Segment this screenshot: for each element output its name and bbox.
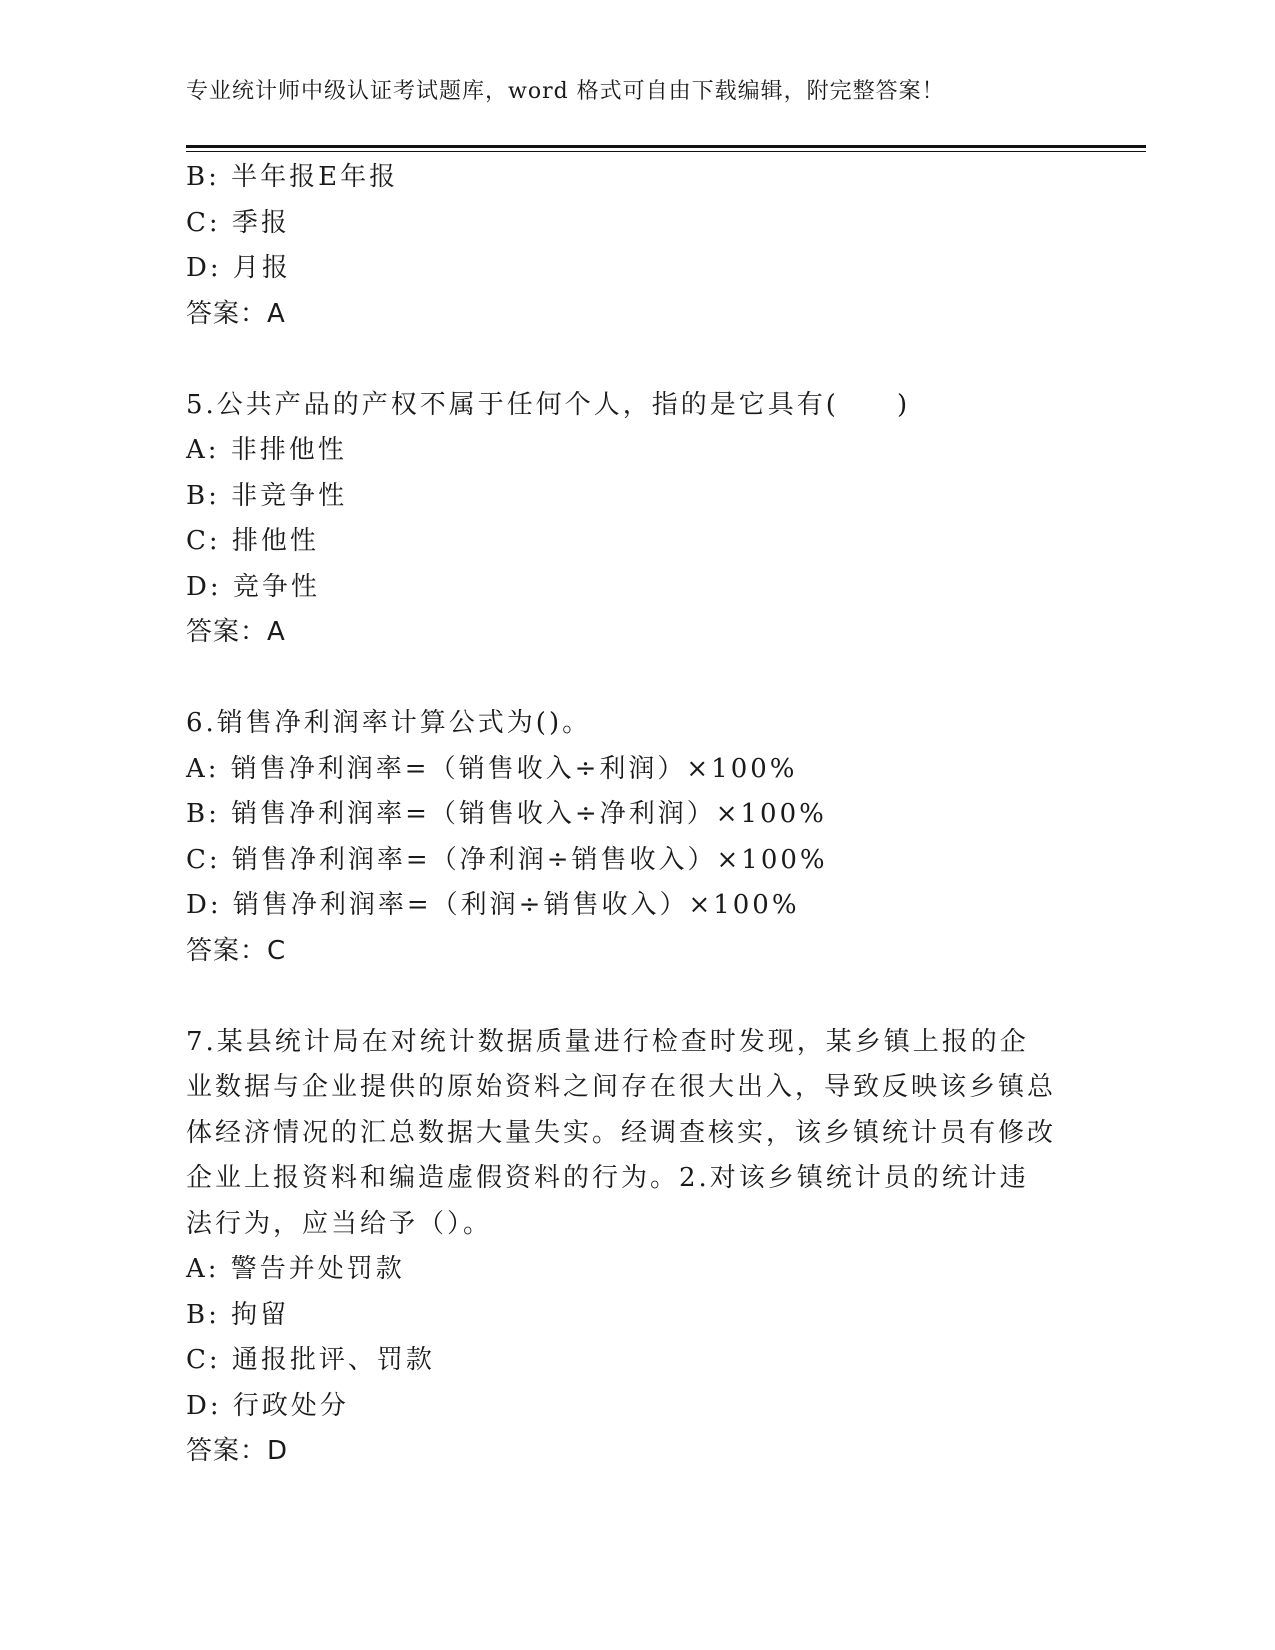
question-7 <box>186 1020 1056 1475</box>
question-list <box>186 155 1056 1475</box>
option-b: B: 拘留 <box>186 1299 290 1330</box>
option-a: A: 销售净利润率=（销售收入÷利润）×100% <box>186 753 798 784</box>
header-rule-thick <box>186 145 1146 148</box>
answer: 答案：C <box>186 935 287 966</box>
question-fragment <box>186 155 1056 337</box>
option-b: B: 非竞争性 <box>186 480 348 511</box>
question-stem: 6.销售净利润率计算公式为()。 <box>186 708 592 738</box>
question-stem: 5.公共产品的产权不属于任何个人，指的是它具有( ) <box>186 389 911 420</box>
answer: 答案：A <box>186 617 286 647</box>
option-b: B: 半年报E年报 <box>186 162 399 192</box>
option-d: D: 销售净利润率=（利润÷销售收入）×100% <box>186 890 800 920</box>
option-d: D: 竞争性 <box>186 571 320 602</box>
option-c: C: 季报 <box>186 207 290 238</box>
answer: 答案：A <box>186 298 286 329</box>
page-header: 专业统计师中级认证考试题库，word 格式可自由下载编辑，附完整答案！ <box>186 79 945 104</box>
spacer <box>186 337 1056 383</box>
option-c: C: 通报批评、罚款 <box>186 1345 435 1375</box>
question-5 <box>186 383 1056 656</box>
option-a: A: 警告并处罚款 <box>186 1254 405 1284</box>
header-rule-thin <box>186 151 1146 152</box>
spacer <box>186 656 1056 702</box>
option-c: C: 排他性 <box>186 526 319 556</box>
option-d: D: 行政处分 <box>186 1390 349 1421</box>
option-b: B: 销售净利润率=（销售收入÷净利润）×100% <box>186 799 827 829</box>
question-stem: 7.某县统计局在对统计数据质量进行检查时发现，某乡镇上报的企业数据与企业提供的原始资料之间存在很大出入，导致反映该乡镇总体经济情况的汇总数据大量失实。经调查核实，该乡镇统计员有修改企业上报资料和编造虚假资料的行为。2.对该乡镇统计员的统计违法行为，应当给予（）。 <box>186 1026 1057 1239</box>
spacer <box>186 974 1056 1020</box>
option-a: A: 非排他性 <box>186 435 347 465</box>
option-d: D: 月报 <box>186 253 291 283</box>
option-c: C: 销售净利润率=（净利润÷销售收入）×100% <box>186 844 828 875</box>
question-6 <box>186 701 1056 974</box>
answer: 答案：D <box>186 1436 289 1466</box>
